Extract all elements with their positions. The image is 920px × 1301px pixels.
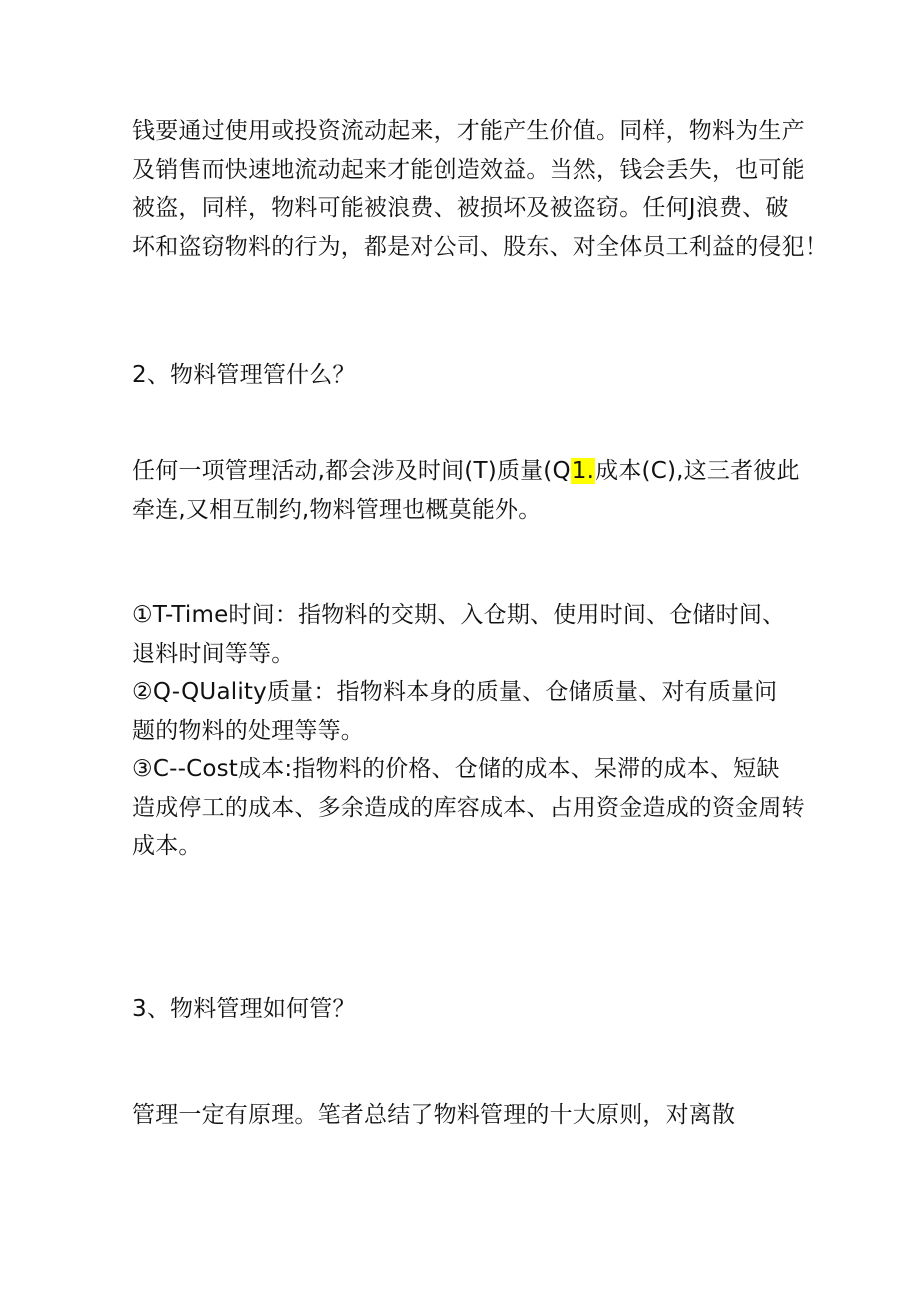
section-heading-3: 3、物料管理如何管？	[132, 996, 356, 1022]
list-item-cost-cont: 造成停工的成本、多余造成的库容成本、占用资金造成的资金周转	[132, 794, 805, 821]
list-item-time-cont: 退料时间等等。	[132, 640, 295, 667]
paragraph-principles: 管理一定有原理。笔者总结了物料管理的十大原则，对离散	[132, 1102, 736, 1128]
paragraph-line: 坏和盗窃物料的行为，都是对公司、股东、对全体员工利益的侵犯！	[132, 233, 828, 260]
highlighted-text: 1.	[571, 458, 595, 484]
paragraph-line	[132, 452, 802, 491]
text-run: 任何一项管理活动,都会涉及时间(T)质量(Q	[132, 458, 571, 484]
paragraph-line: 牵连,又相互制约,物料管理也概莫能外。	[132, 496, 542, 523]
paragraph-line: 钱要通过使用或投资流动起来，才能产生价值。同样，物料为生产	[132, 118, 805, 144]
paragraph-line: 被盗，同样，物料可能被浪费、被损坏及被盗窃。任何J浪费、破	[132, 195, 789, 221]
list-item-cost: ③C--Cost成本:指物料的价格、仓储的成本、呆滞的成本、短缺	[132, 756, 780, 782]
list-item-quality: ②Q-QUality质量：指物料本身的质量、仓储质量、对有质量问	[132, 679, 778, 705]
paragraph-money-flow	[132, 112, 828, 266]
text-run: 成本(C),这三者彼此	[595, 458, 800, 484]
list-tqc-definitions	[132, 596, 805, 866]
paragraph-line: 及销售而快速地流动起来才能创造效益。当然，钱会丢失，也可能	[132, 156, 805, 183]
list-item-time: ①T-Time时间：指物料的交期、入仓期、使用时间、仓储时间、	[132, 602, 786, 628]
section-heading-2: 2、物料管理管什么？	[132, 362, 356, 388]
list-item-quality-cont: 题的物料的处理等等。	[132, 717, 364, 744]
paragraph-tqc	[132, 452, 802, 529]
list-item-cost-cont: 成本。	[132, 833, 202, 859]
